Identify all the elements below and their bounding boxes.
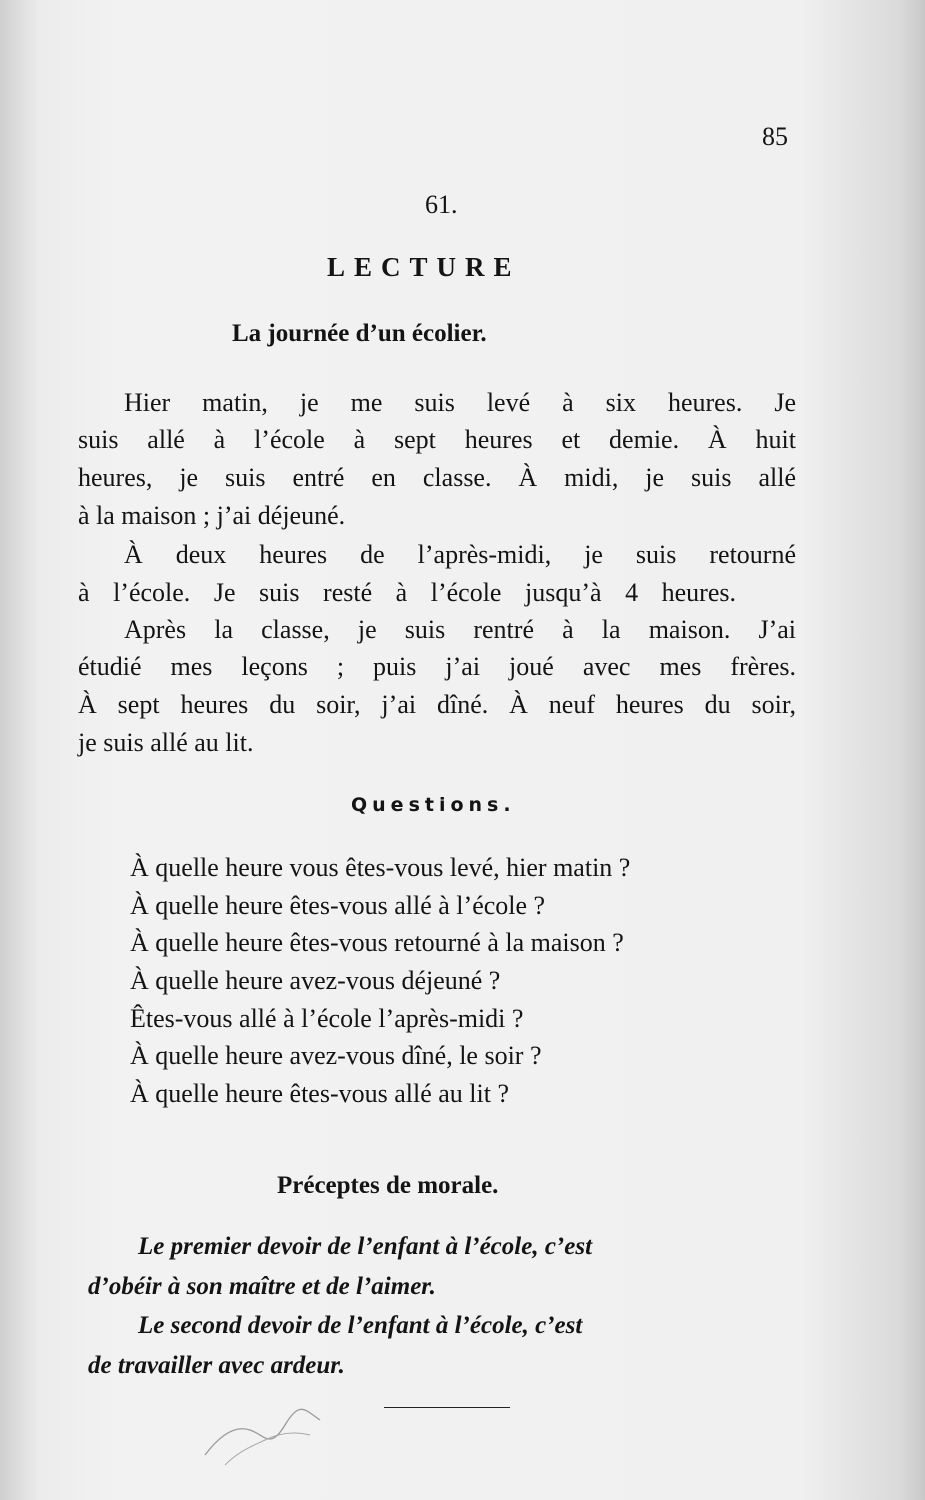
question-item: À quelle heure avez-vous dîné, le soir ? bbox=[130, 1041, 542, 1070]
maxim-line: d’obéir à son maître et de l’aimer. bbox=[88, 1273, 436, 1300]
reading-line: À sept heures du soir, j’ai dîné. À neuf heures du soir, bbox=[78, 690, 796, 719]
reading-line: étudié mes leçons ; puis j’ai joué avec mes frères. bbox=[78, 652, 796, 681]
end-rule bbox=[384, 1407, 510, 1408]
question-item: À quelle heure êtes-vous allé au lit ? bbox=[130, 1079, 510, 1108]
question-item: À quelle heure vous êtes-vous levé, hier matin ? bbox=[130, 853, 631, 882]
question-item: À quelle heure êtes-vous allé à l’école ? bbox=[130, 891, 546, 920]
question-item: Êtes-vous allé à l’école l’après-midi ? bbox=[130, 1004, 524, 1033]
reading-line: suis allé à l’école à sept heures et demie. À huit bbox=[78, 425, 796, 454]
reading-line: À deux heures de l’après-midi, je suis retourné bbox=[124, 540, 796, 569]
section-number: 61. bbox=[425, 190, 458, 219]
maxim-line: de travailler avec ardeur. bbox=[88, 1352, 345, 1379]
maxim-line: Le second devoir de l’enfant à l’école, c’est bbox=[138, 1312, 583, 1339]
handwritten-mark-icon bbox=[195, 1395, 335, 1475]
reading-line: à la maison ; j’ai déjeuné. bbox=[78, 501, 346, 530]
question-item: À quelle heure êtes-vous retourné à la maison ? bbox=[130, 928, 624, 957]
reading-line: Hier matin, je me suis levé à six heures. Je bbox=[124, 388, 796, 417]
reading-title: La journée d’un écolier. bbox=[232, 320, 487, 347]
precepts-title: Préceptes de morale. bbox=[277, 1172, 499, 1199]
reading-line: je suis allé au lit. bbox=[78, 728, 254, 757]
page-title: LECTURE bbox=[327, 252, 521, 282]
reading-line: heures, je suis entré en classe. À midi, je suis allé bbox=[78, 463, 796, 492]
maxim-line: Le premier devoir de l’enfant à l’école, c’est bbox=[138, 1233, 593, 1260]
reading-line: Après la classe, je suis rentré à la maison. J’ai bbox=[124, 615, 796, 644]
question-item: À quelle heure avez-vous déjeuné ? bbox=[130, 966, 501, 995]
questions-title: Questions. bbox=[351, 794, 516, 816]
page-number: 85 bbox=[762, 122, 788, 151]
reading-line: à l’école. Je suis resté à l’école jusqu’à 4 heures. bbox=[78, 578, 736, 607]
